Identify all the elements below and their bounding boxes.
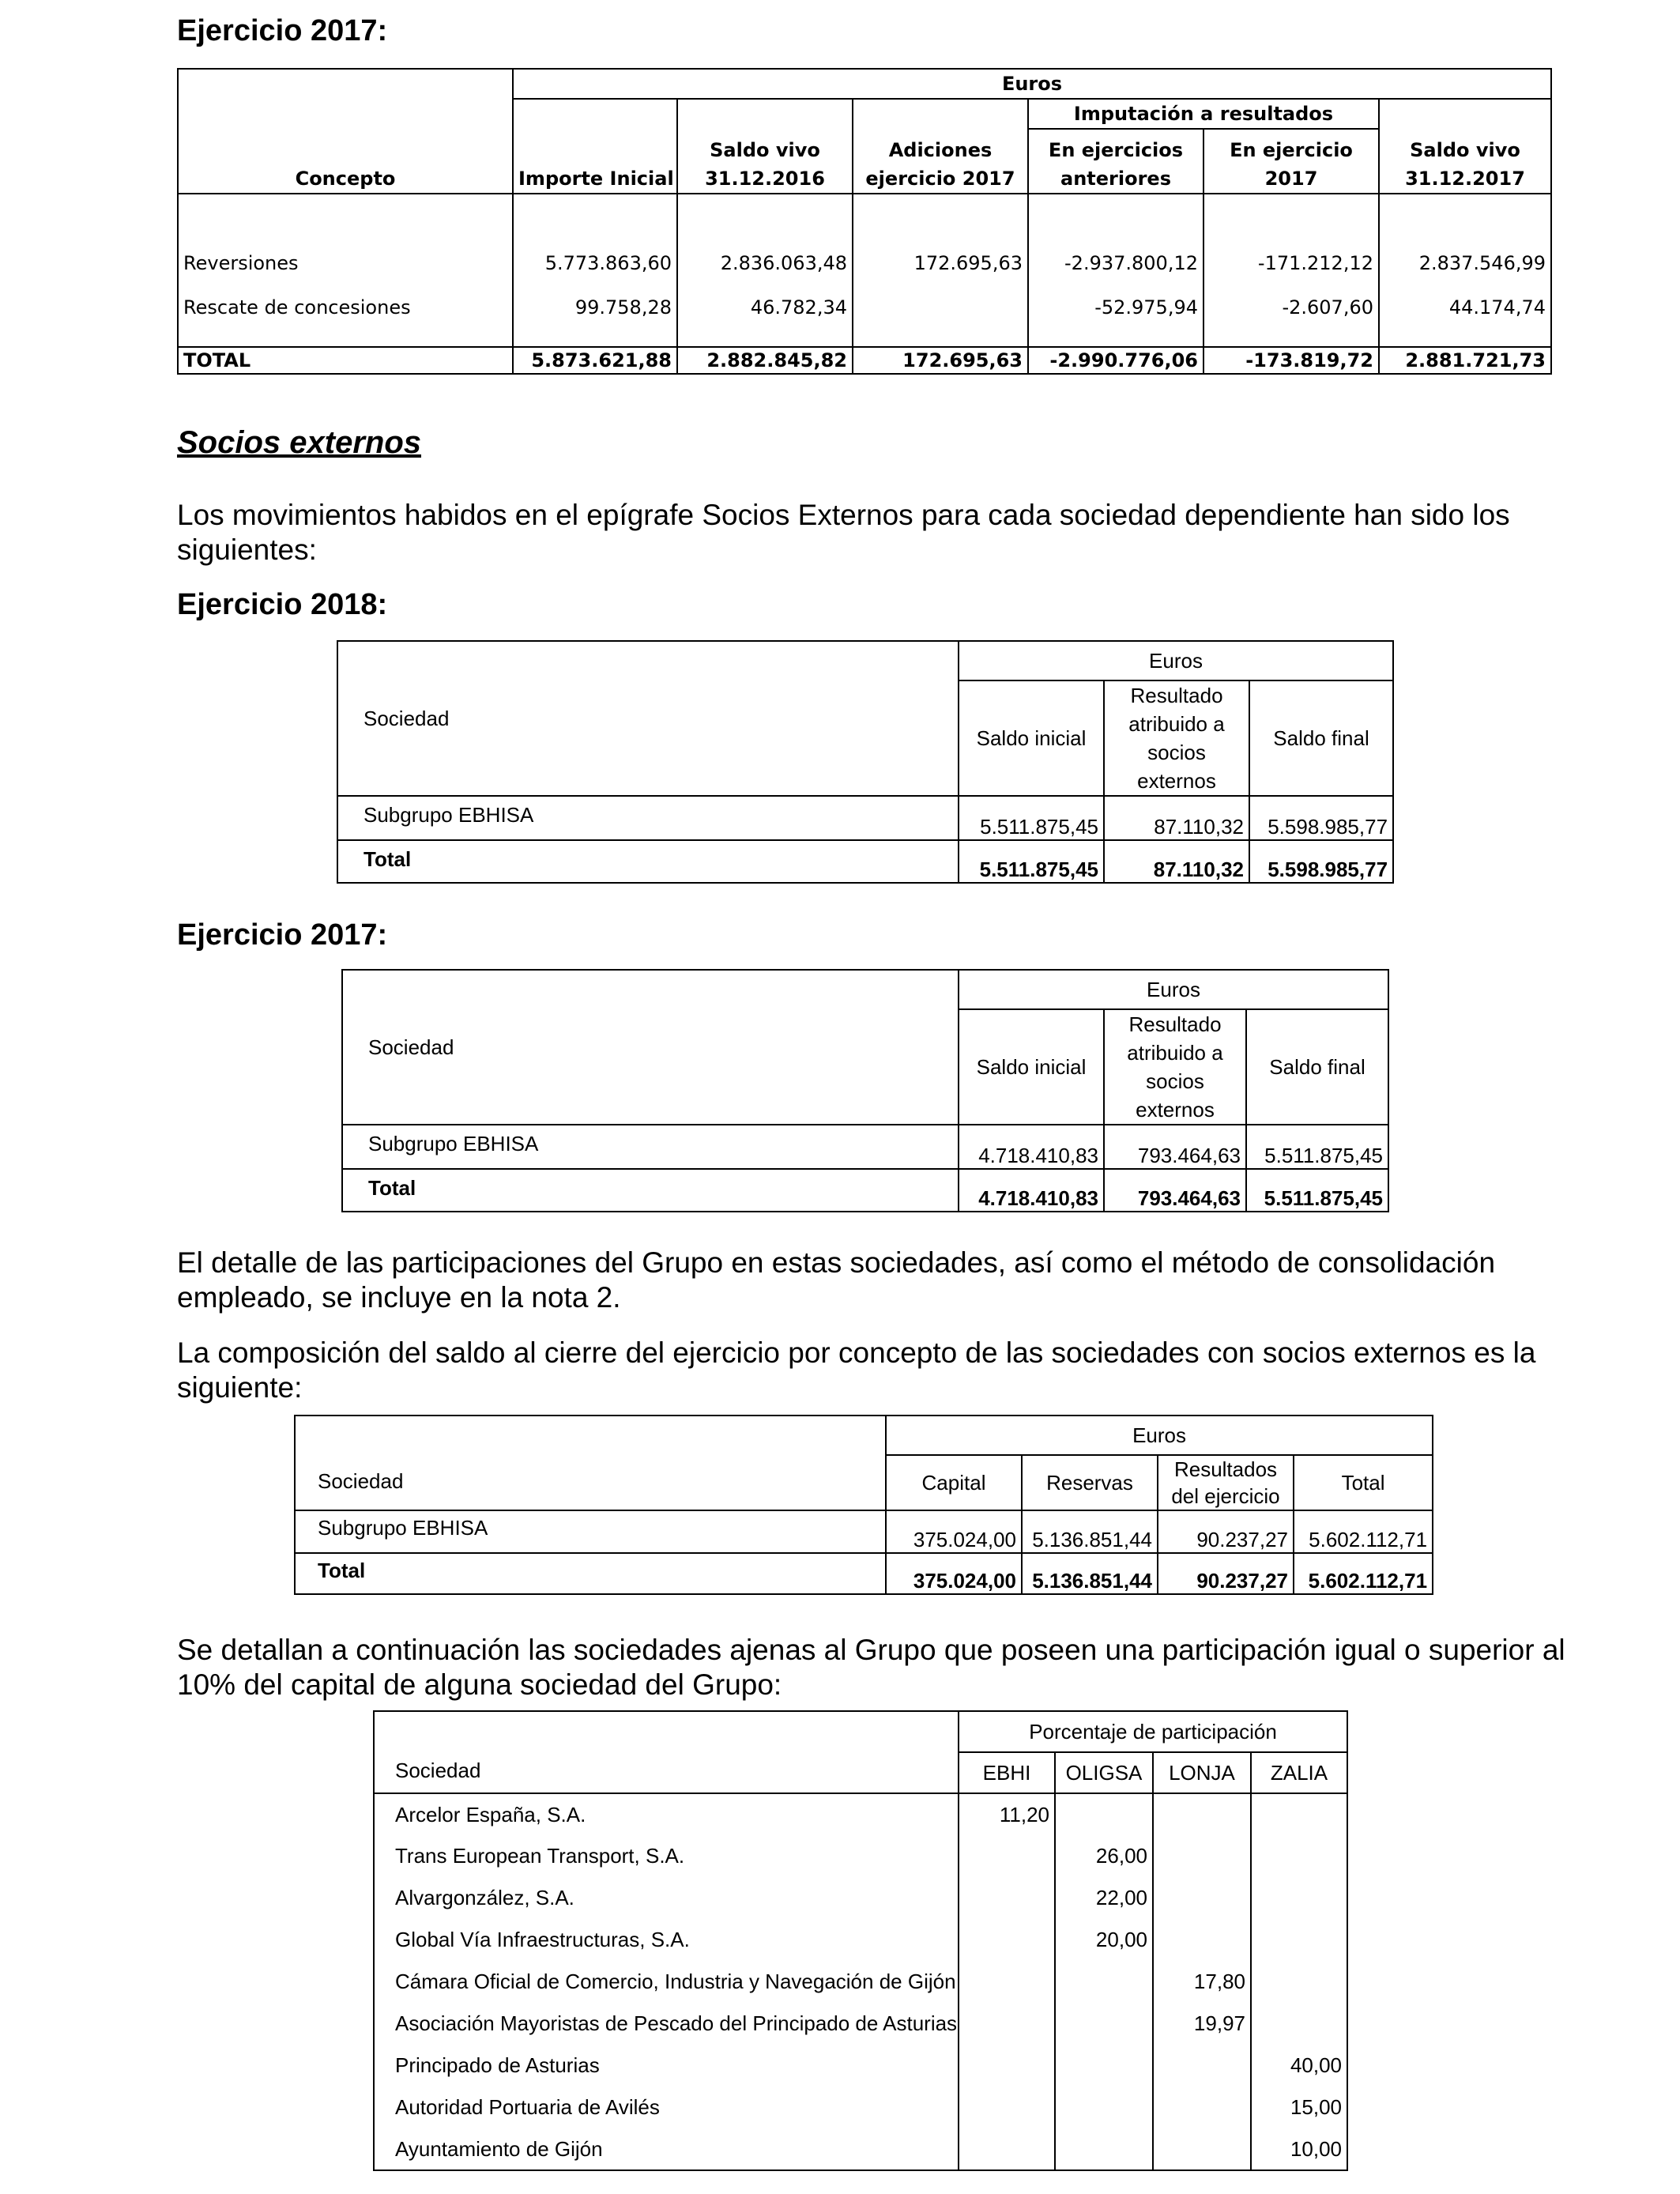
total-value: 5.511.875,45 (1246, 1169, 1388, 1212)
total-label: TOTAL (178, 347, 513, 374)
paragraph-sociedades-ajenas: Se detallan a continuación las sociedades ajenas al Grupo que poseen una participación igual o superior al 10% del capital de alguna sociedad del Grupo: (177, 1634, 1565, 1701)
total-value: -173.819,72 (1203, 347, 1379, 374)
total-label: Total (295, 1553, 886, 1594)
row-percent (1251, 1961, 1347, 2003)
row-value: 793.464,63 (1104, 1125, 1246, 1169)
total-value: 2.881.721,73 (1379, 347, 1551, 374)
row-value: 5.602.112,71 (1294, 1510, 1433, 1553)
row-percent (1153, 2045, 1251, 2087)
row-value: 2.836.063,48 (677, 194, 853, 285)
header-resultado-atribuido: Resultado atribuido a socios externos (1104, 680, 1249, 796)
row-value: 172.695,63 (853, 194, 1028, 285)
header-ejercicio-2017: En ejercicio 2017 (1203, 129, 1379, 194)
header-lonja: LONJA (1153, 1752, 1251, 1793)
header-total: Total (1294, 1455, 1433, 1510)
row-percent (1153, 2087, 1251, 2128)
total-value: 5.602.112,71 (1294, 1553, 1433, 1594)
row-percent (1153, 2128, 1251, 2170)
row-percent (1055, 1793, 1153, 1835)
header-zalia: ZALIA (1251, 1752, 1347, 1793)
header-imputacion: Imputación a resultados (1028, 99, 1379, 129)
header-euros: Euros (513, 69, 1551, 99)
row-sociedad: Global Vía Infraestructuras, S.A. (374, 1919, 959, 1961)
row-value: 87.110,32 (1104, 796, 1249, 840)
row-value: 5.598.985,77 (1249, 796, 1393, 840)
row-percent (1153, 1793, 1251, 1835)
row-value: 5.136.851,44 (1022, 1510, 1158, 1553)
row-value: 44.174,74 (1379, 285, 1551, 347)
row-value: -171.212,12 (1203, 194, 1379, 285)
table-row (374, 1835, 1347, 1877)
header-sociedad: Sociedad (337, 641, 959, 796)
row-percent (1055, 2087, 1153, 2128)
table-row (374, 2045, 1347, 2087)
section-title-socios-externos: Socios externos (177, 425, 422, 460)
row-sociedad: Principado de Asturias (374, 2045, 959, 2087)
row-percent (1153, 1835, 1251, 1877)
header-saldo-inicial: Saldo inicial (959, 1009, 1104, 1125)
row-percent (1055, 2128, 1153, 2170)
header-concepto: Concepto (178, 69, 513, 194)
header-ebhi: EBHI (959, 1752, 1055, 1793)
header-saldo-inicial: Saldo inicial (959, 680, 1104, 796)
row-sociedad: Subgrupo EBHISA (337, 796, 959, 840)
total-value: 5.873.621,88 (513, 347, 677, 374)
row-value: -2.937.800,12 (1028, 194, 1203, 285)
header-importe-inicial: Importe Inicial (513, 99, 677, 194)
row-percent (1055, 2003, 1153, 2045)
total-label: Total (337, 840, 959, 883)
paragraph-composicion-saldo: La composición del saldo al cierre del ejercicio por concepto de las sociedades con socios externos es la siguiente: (177, 1336, 1536, 1404)
row-value (853, 285, 1028, 347)
row-sociedad: Subgrupo EBHISA (342, 1125, 959, 1169)
row-percent (959, 2003, 1055, 2045)
table-reversiones-2017 (177, 68, 1552, 375)
total-value: -2.990.776,06 (1028, 347, 1203, 374)
row-value: 5.511.875,45 (1246, 1125, 1388, 1169)
row-percent: 15,00 (1251, 2087, 1347, 2128)
header-adiciones: Adiciones ejercicio 2017 (853, 99, 1028, 194)
row-concept: Rescate de concesiones (178, 285, 513, 347)
row-percent (1251, 1793, 1347, 1835)
total-value: 793.464,63 (1104, 1169, 1246, 1212)
row-percent (959, 1835, 1055, 1877)
row-percent: 19,97 (1153, 2003, 1251, 2045)
total-value: 90.237,27 (1158, 1553, 1294, 1594)
header-ejercicios-anteriores: En ejercicios anteriores (1028, 129, 1203, 194)
table-row (374, 1919, 1347, 1961)
total-value: 5.511.875,45 (959, 840, 1104, 883)
header-saldo-vivo-2016: Saldo vivo 31.12.2016 (677, 99, 853, 194)
row-percent: 17,80 (1153, 1961, 1251, 2003)
total-value: 5.598.985,77 (1249, 840, 1393, 883)
row-percent: 22,00 (1055, 1877, 1153, 1919)
header-saldo-vivo-2017: Saldo vivo 31.12.2017 (1379, 99, 1551, 194)
table-socios-2017 (341, 969, 1389, 1212)
total-value: 4.718.410,83 (959, 1169, 1104, 1212)
row-percent (959, 1877, 1055, 1919)
row-percent: 20,00 (1055, 1919, 1153, 1961)
total-value: 5.136.851,44 (1022, 1553, 1158, 1594)
row-percent (959, 2087, 1055, 2128)
table-composicion-saldo (294, 1415, 1433, 1595)
header-euros: Euros (886, 1416, 1433, 1455)
table-row (374, 1961, 1347, 2003)
header-reservas: Reservas (1022, 1455, 1158, 1510)
row-value: 5.511.875,45 (959, 796, 1104, 840)
heading-ejercicio-2017: Ejercicio 2017: (177, 14, 388, 47)
header-euros: Euros (959, 641, 1393, 680)
heading-ejercicio-2017-socios: Ejercicio 2017: (177, 918, 388, 952)
row-sociedad: Arcelor España, S.A. (374, 1793, 959, 1835)
row-value: 4.718.410,83 (959, 1125, 1104, 1169)
header-capital: Capital (886, 1455, 1022, 1510)
row-percent (959, 1961, 1055, 2003)
header-sociedad: Sociedad (374, 1711, 959, 1793)
row-percent (1055, 2045, 1153, 2087)
row-percent: 40,00 (1251, 2045, 1347, 2087)
participaciones-body (374, 1793, 1347, 2170)
row-value: 90.237,27 (1158, 1510, 1294, 1553)
header-resultado-atribuido: Resultado atribuido a socios externos (1104, 1009, 1246, 1125)
row-percent (1055, 1961, 1153, 2003)
table-row (374, 2087, 1347, 2128)
paragraph-movimientos: Los movimientos habidos en el epígrafe Socios Externos para cada sociedad dependiente han sido los siguientes: (177, 499, 1510, 566)
row-sociedad: Asociación Mayoristas de Pescado del Principado de Asturias (374, 2003, 959, 2045)
row-percent: 10,00 (1251, 2128, 1347, 2170)
row-percent: 26,00 (1055, 1835, 1153, 1877)
total-value: 375.024,00 (886, 1553, 1022, 1594)
table-row (374, 2003, 1347, 2045)
row-percent (959, 1919, 1055, 1961)
paragraph-detalle-participaciones: El detalle de las participaciones del Grupo en estas sociedades, así como el método de consolidación empleado, se incluye en la nota 2. (177, 1246, 1496, 1314)
row-percent (1251, 1835, 1347, 1877)
header-sociedad: Sociedad (342, 970, 959, 1125)
table-row (374, 1877, 1347, 1919)
row-value: -2.607,60 (1203, 285, 1379, 347)
header-euros: Euros (959, 970, 1388, 1009)
header-sociedad: Sociedad (295, 1416, 886, 1510)
row-concept: Reversiones (178, 194, 513, 285)
row-percent (1251, 1877, 1347, 1919)
table-row (374, 1793, 1347, 1835)
row-sociedad: Cámara Oficial de Comercio, Industria y Navegación de Gijón (374, 1961, 959, 2003)
row-percent (1153, 1877, 1251, 1919)
row-value: 375.024,00 (886, 1510, 1022, 1553)
total-value: 2.882.845,82 (677, 347, 853, 374)
row-percent (1251, 1919, 1347, 1961)
table-porcentaje-participacion (373, 1710, 1348, 2171)
row-sociedad: Subgrupo EBHISA (295, 1510, 886, 1553)
row-percent (959, 2045, 1055, 2087)
row-value: -52.975,94 (1028, 285, 1203, 347)
table-row (374, 2128, 1347, 2170)
row-percent (1153, 1919, 1251, 1961)
row-value: 5.773.863,60 (513, 194, 677, 285)
row-percent: 11,20 (959, 1793, 1055, 1835)
row-percent (959, 2128, 1055, 2170)
total-value: 172.695,63 (853, 347, 1028, 374)
header-saldo-final: Saldo final (1246, 1009, 1388, 1125)
header-porcentaje: Porcentaje de participación (959, 1711, 1347, 1752)
row-sociedad: Alvargonzález, S.A. (374, 1877, 959, 1919)
total-value: 87.110,32 (1104, 840, 1249, 883)
row-sociedad: Trans European Transport, S.A. (374, 1835, 959, 1877)
heading-ejercicio-2018: Ejercicio 2018: (177, 588, 388, 621)
table-socios-2018 (337, 640, 1394, 884)
row-sociedad: Autoridad Portuaria de Avilés (374, 2087, 959, 2128)
header-saldo-final: Saldo final (1249, 680, 1393, 796)
row-value: 99.758,28 (513, 285, 677, 347)
header-oligsa: OLIGSA (1055, 1752, 1153, 1793)
row-value: 2.837.546,99 (1379, 194, 1551, 285)
total-label: Total (342, 1169, 959, 1212)
row-percent (1251, 2003, 1347, 2045)
row-value: 46.782,34 (677, 285, 853, 347)
row-sociedad: Ayuntamiento de Gijón (374, 2128, 959, 2170)
header-resultados-ejercicio: Resultados del ejercicio (1158, 1455, 1294, 1510)
